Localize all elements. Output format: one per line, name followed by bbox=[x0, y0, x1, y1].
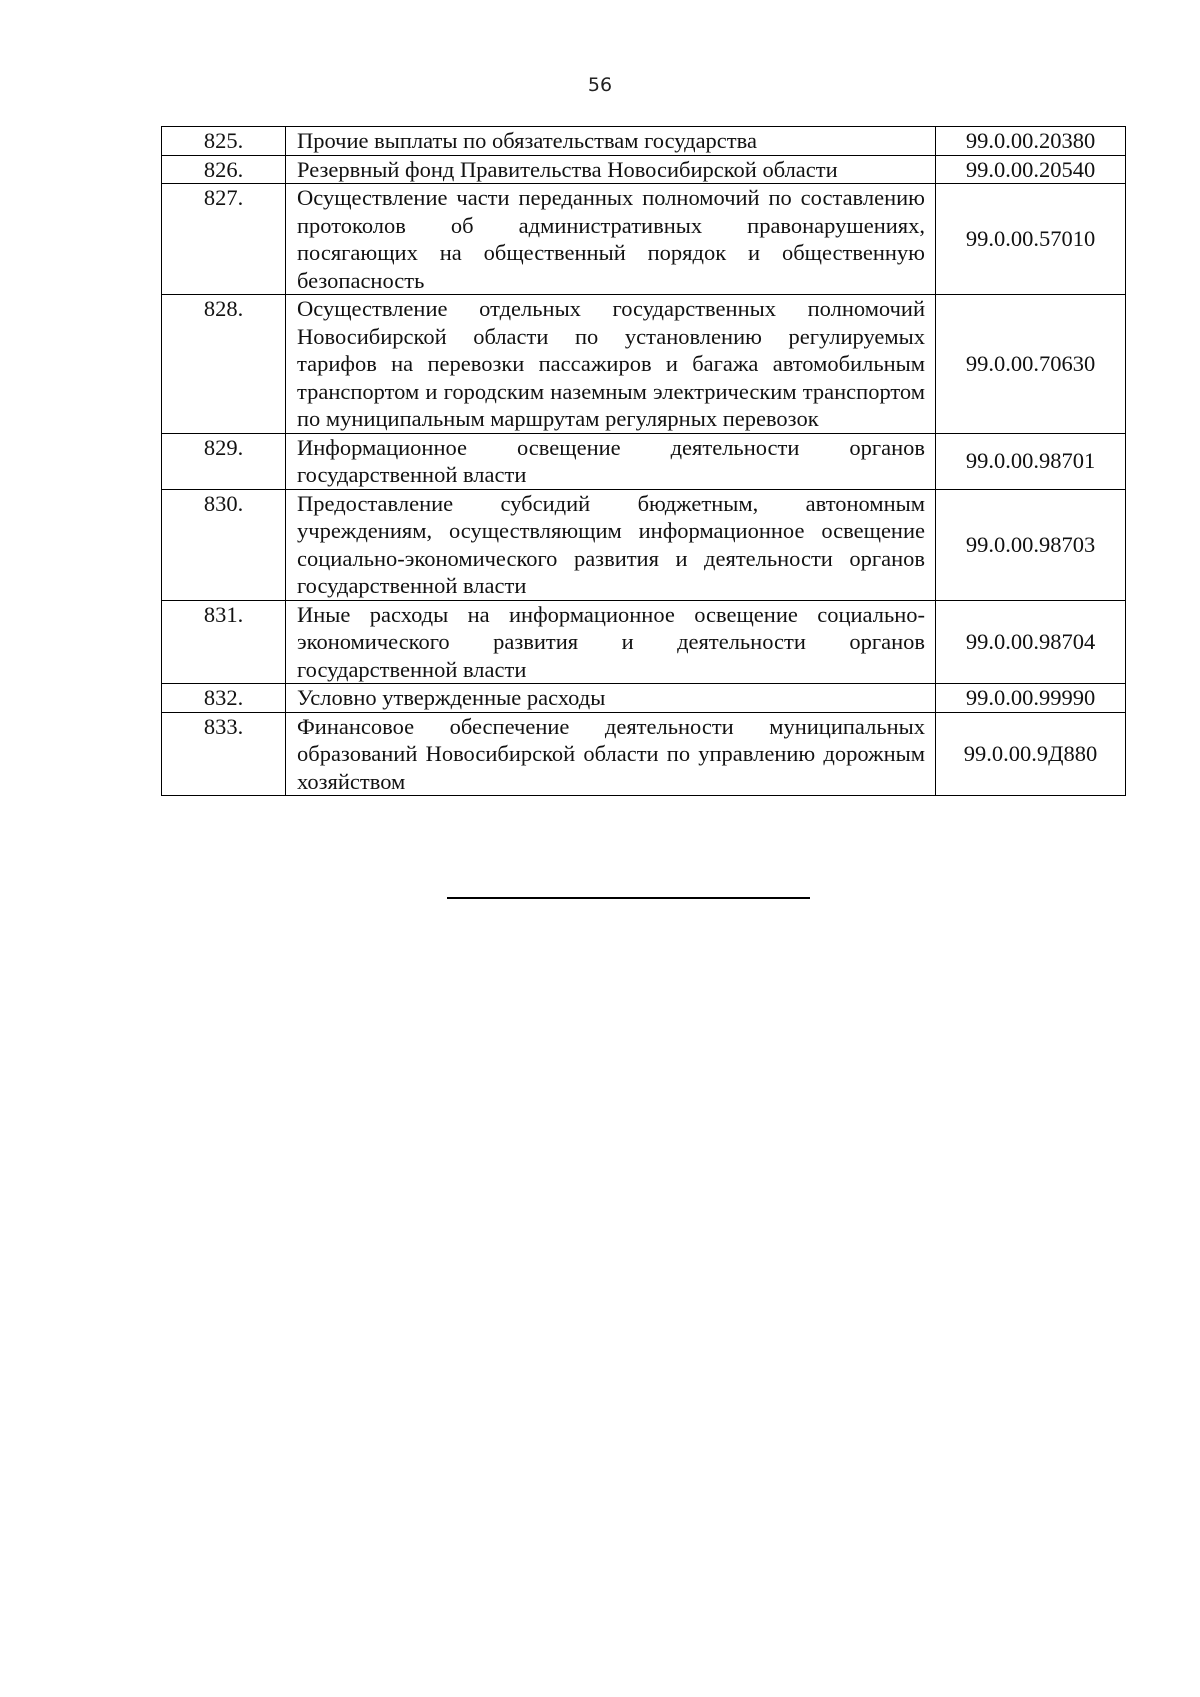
page-number: 56 bbox=[587, 74, 613, 96]
row-number: 831. bbox=[162, 600, 286, 684]
row-description: Финансовое обеспечение деятельности муниципальных образований Новосибирской области по управлению дорожным хозяйством bbox=[286, 712, 936, 796]
table-row bbox=[162, 433, 1126, 489]
table-row bbox=[162, 155, 1126, 184]
row-number: 826. bbox=[162, 155, 286, 184]
row-number: 828. bbox=[162, 295, 286, 434]
row-code: 99.0.00.20540 bbox=[936, 155, 1126, 184]
row-number: 829. bbox=[162, 433, 286, 489]
row-code: 99.0.00.57010 bbox=[936, 184, 1126, 295]
row-description: Осуществление отдельных государственных полномочий Новосибирской области по установлению регулируемых тарифов на перевозки пассажиров и багажа автомобильным транспортом и городским наземным электрическим транспортом по муниципальным маршрутам регулярных перевозок bbox=[286, 295, 936, 434]
row-code: 99.0.00.98701 bbox=[936, 433, 1126, 489]
row-number: 825. bbox=[162, 127, 286, 156]
row-code: 99.0.00.98704 bbox=[936, 600, 1126, 684]
row-description: Информационное освещение деятельности органов государственной власти bbox=[286, 433, 936, 489]
table-row bbox=[162, 712, 1126, 796]
table-row bbox=[162, 295, 1126, 434]
row-description: Прочие выплаты по обязательствам государства bbox=[286, 127, 936, 156]
end-of-document-rule bbox=[447, 897, 810, 899]
row-description: Предоставление субсидий бюджетным, автономным учреждениям, осуществляющим информационное освещение социально-экономического развития и деятельности органов государственной власти bbox=[286, 489, 936, 600]
row-number: 830. bbox=[162, 489, 286, 600]
row-description: Иные расходы на информационное освещение социально-экономического развития и деятельности органов государственной власти bbox=[286, 600, 936, 684]
table-row bbox=[162, 684, 1126, 713]
row-description: Условно утвержденные расходы bbox=[286, 684, 936, 713]
row-number: 833. bbox=[162, 712, 286, 796]
table-row bbox=[162, 600, 1126, 684]
row-code: 99.0.00.99990 bbox=[936, 684, 1126, 713]
row-code: 99.0.00.20380 bbox=[936, 127, 1126, 156]
row-description: Осуществление части переданных полномочий по составлению протоколов об административных правонарушениях, посягающих на общественный порядок и общественную безопасность bbox=[286, 184, 936, 295]
row-code: 99.0.00.70630 bbox=[936, 295, 1126, 434]
table-row bbox=[162, 184, 1126, 295]
row-code: 99.0.00.98703 bbox=[936, 489, 1126, 600]
budget-codes-table bbox=[161, 126, 1126, 796]
row-number: 827. bbox=[162, 184, 286, 295]
row-code: 99.0.00.9Д880 bbox=[936, 712, 1126, 796]
row-description: Резервный фонд Правительства Новосибирской области bbox=[286, 155, 936, 184]
row-number: 832. bbox=[162, 684, 286, 713]
table-row bbox=[162, 489, 1126, 600]
table-row bbox=[162, 127, 1126, 156]
